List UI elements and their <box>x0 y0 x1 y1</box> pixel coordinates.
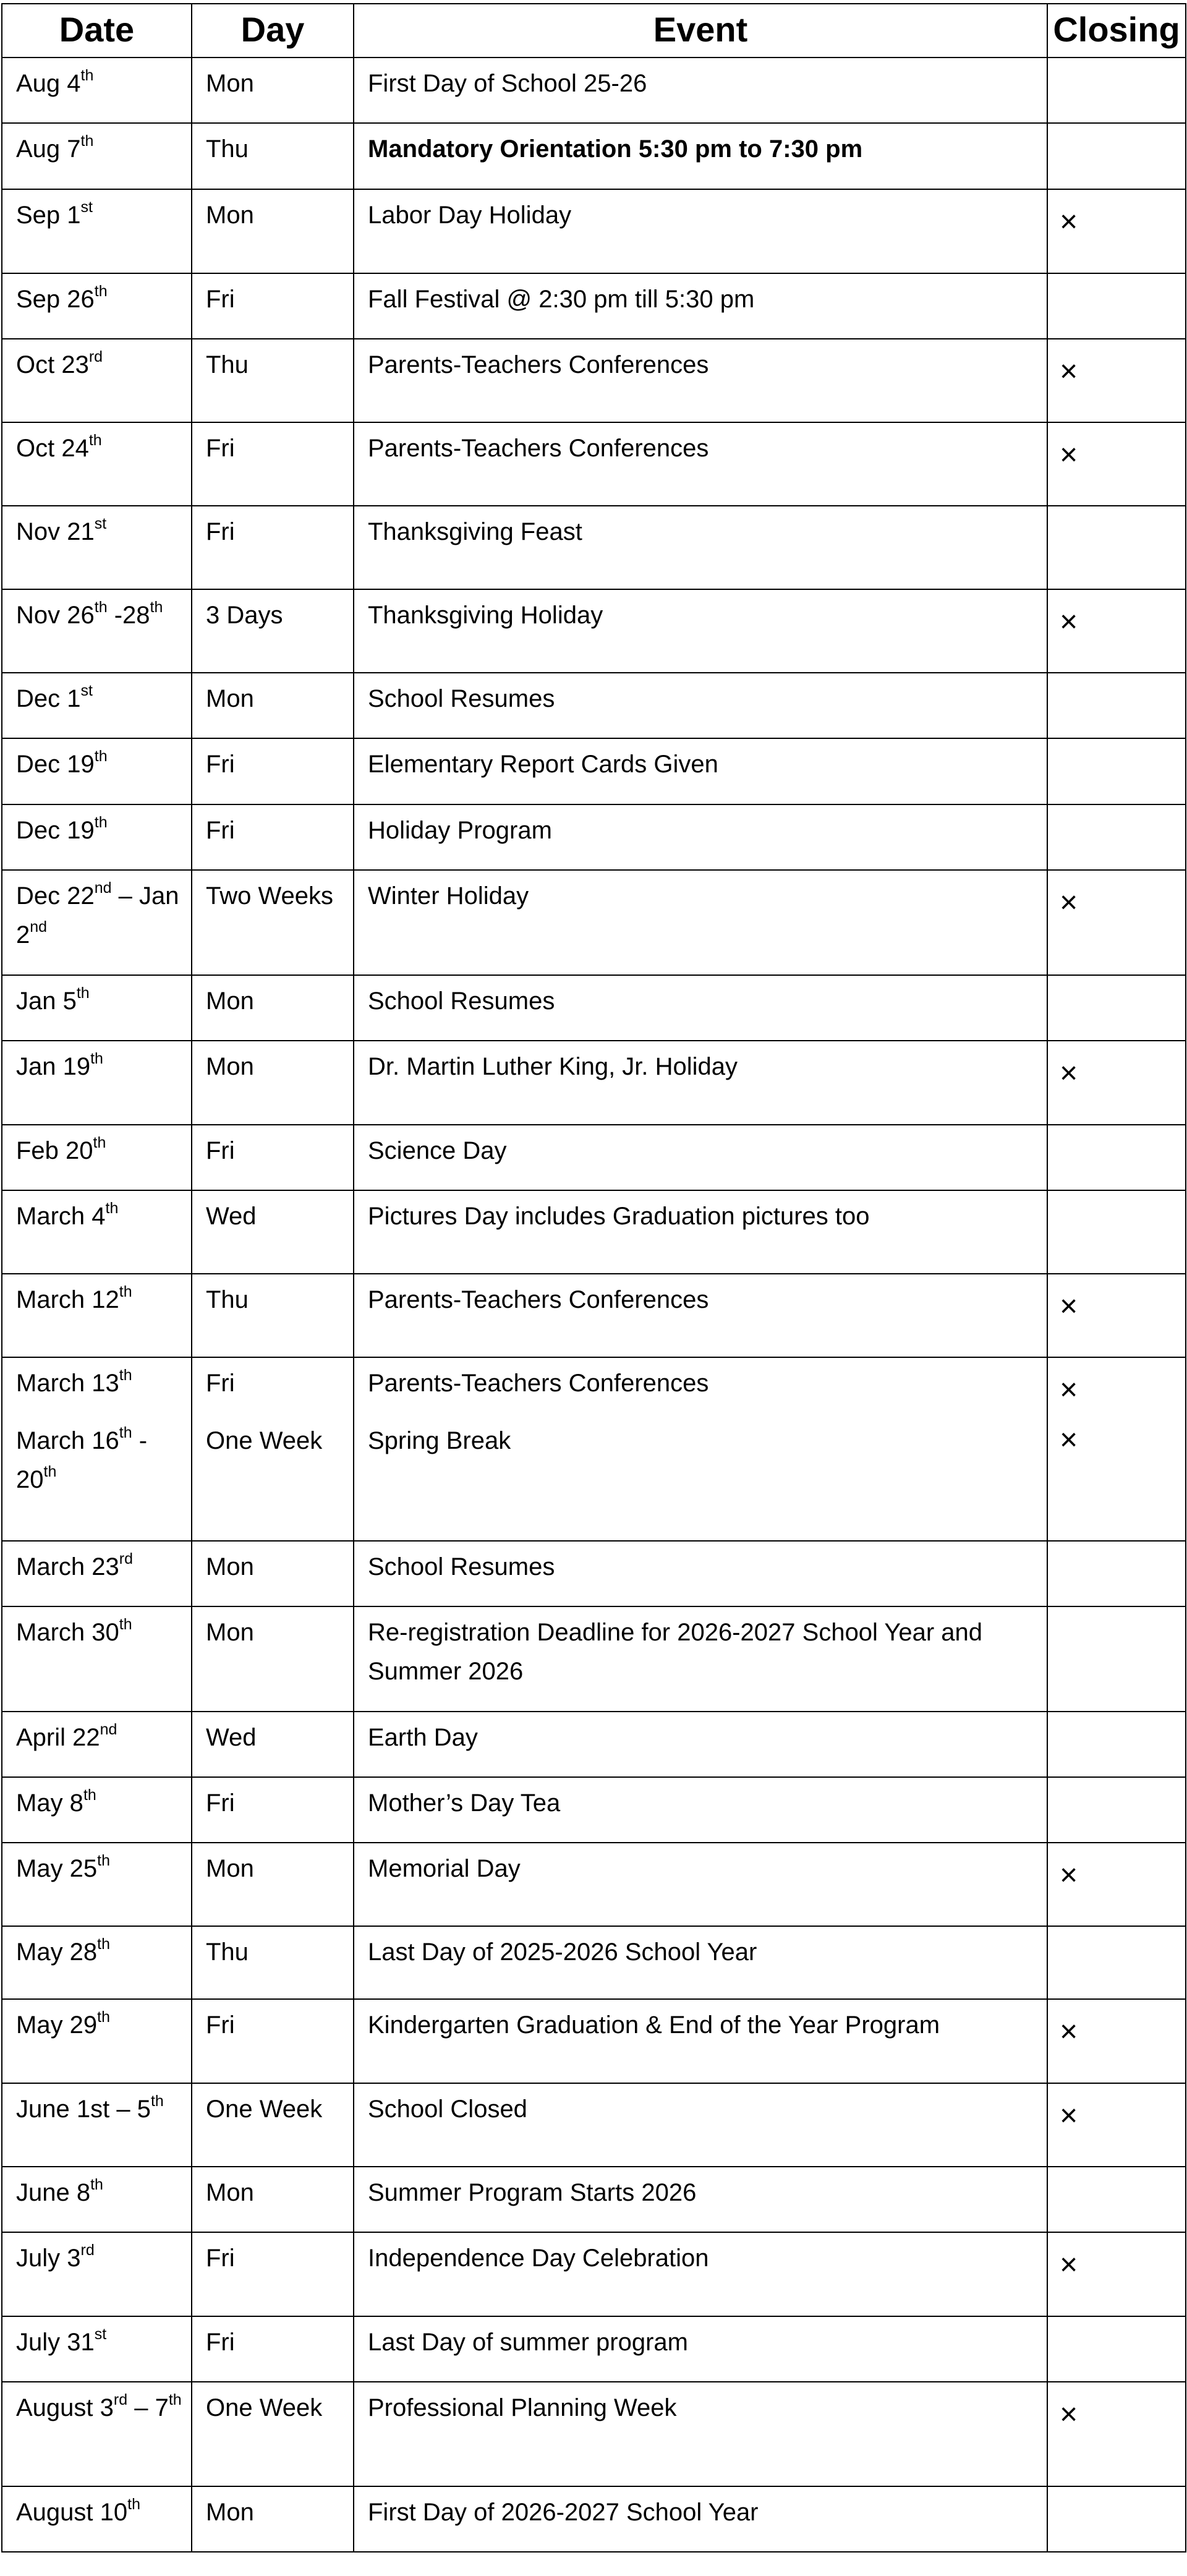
event-cell: Parents-Teachers Conferences <box>354 422 1047 506</box>
event-cell: Re-registration Deadline for 2026-2027 School Year and Summer 2026 <box>354 1606 1047 1712</box>
date-cell: May 28th <box>2 1926 192 1999</box>
day-cell: Mon <box>192 2486 354 2552</box>
date-cell: Dec 19th <box>2 738 192 804</box>
day-cell: Fri One Week <box>192 1357 354 1541</box>
table-row <box>2 2382 1186 2486</box>
event-cell: Kindergarten Graduation & End of the Year Program <box>354 1999 1047 2083</box>
day-cell: Mon <box>192 58 354 123</box>
table-row <box>2 1712 1186 1777</box>
event-cell: Parents-Teachers Conferences <box>354 339 1047 422</box>
header-closing: Closing <box>1047 4 1186 58</box>
table-row <box>2 273 1186 339</box>
table-row <box>2 2167 1186 2232</box>
closing-cell <box>1047 1125 1186 1190</box>
table-row <box>2 1041 1186 1125</box>
date-cell: March 12th <box>2 1274 192 1357</box>
table-row <box>2 804 1186 870</box>
table-row <box>2 870 1186 975</box>
day-cell: Fri <box>192 273 354 339</box>
closing-cell <box>1047 506 1186 589</box>
event-cell: Thanksgiving Feast <box>354 506 1047 589</box>
date-cell: Aug 4th <box>2 58 192 123</box>
closing-cell <box>1047 2382 1186 2486</box>
day-cell: Fri <box>192 804 354 870</box>
event-cell: School Closed <box>354 2083 1047 2167</box>
closing-cell <box>1047 1041 1186 1125</box>
table-row <box>2 2486 1186 2552</box>
date-cell: May 29th <box>2 1999 192 2083</box>
event-cell: Science Day <box>354 1125 1047 1190</box>
day-cell: Wed <box>192 1712 354 1777</box>
header-event: Event <box>354 4 1047 58</box>
day-cell: Fri <box>192 1999 354 2083</box>
event-cell: Mandatory Orientation 5:30 pm to 7:30 pm <box>354 123 1047 189</box>
day-cell: Thu <box>192 1926 354 1999</box>
date-cell: Dec 1st <box>2 673 192 738</box>
table-row <box>2 339 1186 422</box>
table-row <box>2 189 1186 273</box>
table-row <box>2 1843 1186 1926</box>
closing-cell <box>1047 975 1186 1041</box>
closing-cell <box>1047 1606 1186 1712</box>
closing-cell <box>1047 58 1186 123</box>
event-cell: Winter Holiday <box>354 870 1047 975</box>
date-cell: March 23rd <box>2 1541 192 1606</box>
school-calendar-table <box>1 3 1186 2553</box>
day-cell: Fri <box>192 422 354 506</box>
date-cell: Jan 19th <box>2 1041 192 1125</box>
closing-mark: × <box>1060 2397 1078 2431</box>
table-row <box>2 1541 1186 1606</box>
closing-cell <box>1047 2232 1186 2316</box>
event-cell: First Day of 2026-2027 School Year <box>354 2486 1047 2552</box>
day-cell: Fri <box>192 1125 354 1190</box>
date-cell: March 30th <box>2 1606 192 1712</box>
closing-cell <box>1047 738 1186 804</box>
day-cell: Mon <box>192 189 354 273</box>
table-row <box>2 589 1186 673</box>
event-cell: Pictures Day includes Graduation pictures too <box>354 1190 1047 1274</box>
table-row <box>2 738 1186 804</box>
day-cell: Fri <box>192 738 354 804</box>
closing-mark: × <box>1060 204 1078 239</box>
event-cell: Holiday Program <box>354 804 1047 870</box>
table-row <box>2 123 1186 189</box>
date-cell: April 22nd <box>2 1712 192 1777</box>
closing-mark: × <box>1060 1289 1078 1323</box>
table-row <box>2 673 1186 738</box>
table-row <box>2 422 1186 506</box>
table-row <box>2 2083 1186 2167</box>
date-cell: Sep 1st <box>2 189 192 273</box>
table-row <box>2 2316 1186 2382</box>
table-row <box>2 1125 1186 1190</box>
date-cell: July 3rd <box>2 2232 192 2316</box>
day-cell: One Week <box>192 2083 354 2167</box>
table-row <box>2 975 1186 1041</box>
date-cell: Nov 26th -28th <box>2 589 192 673</box>
table-row <box>2 58 1186 123</box>
closing-cell <box>1047 1777 1186 1843</box>
day-cell: Fri <box>192 2316 354 2382</box>
table-row <box>2 1926 1186 1999</box>
date-cell: March 4th <box>2 1190 192 1274</box>
day-cell: Fri <box>192 2232 354 2316</box>
closing-cell <box>1047 804 1186 870</box>
event-cell: Fall Festival @ 2:30 pm till 5:30 pm <box>354 273 1047 339</box>
closing-cell <box>1047 189 1186 273</box>
day-cell: Mon <box>192 1041 354 1125</box>
day-cell: Mon <box>192 975 354 1041</box>
date-cell: Oct 24th <box>2 422 192 506</box>
event-cell: Parents-Teachers Conferences <box>354 1274 1047 1357</box>
event-cell: Dr. Martin Luther King, Jr. Holiday <box>354 1041 1047 1125</box>
date-cell: March 13th March 16th - 20th <box>2 1357 192 1541</box>
closing-mark: × <box>1060 604 1078 639</box>
closing-cell <box>1047 1712 1186 1777</box>
day-cell: Mon <box>192 1541 354 1606</box>
day-cell: Two Weeks <box>192 870 354 975</box>
event-cell: Last Day of 2025-2026 School Year <box>354 1926 1047 1999</box>
date-cell: Nov 21st <box>2 506 192 589</box>
closing-cell <box>1047 1926 1186 1999</box>
date-cell: August 10th <box>2 2486 192 2552</box>
header-day: Day <box>192 4 354 58</box>
closing-mark: × <box>1060 1056 1078 1090</box>
event-cell: Professional Planning Week <box>354 2382 1047 2486</box>
closing-cell <box>1047 2486 1186 2552</box>
date-cell: Aug 7th <box>2 123 192 189</box>
date-cell: Feb 20th <box>2 1125 192 1190</box>
closing-cell <box>1047 273 1186 339</box>
event-cell: Mother’s Day Tea <box>354 1777 1047 1843</box>
table-row <box>2 2232 1186 2316</box>
date-cell: May 25th <box>2 1843 192 1926</box>
header-date: Date <box>2 4 192 58</box>
date-cell: July 31st <box>2 2316 192 2382</box>
closing-cell <box>1047 2316 1186 2382</box>
day-cell: Thu <box>192 123 354 189</box>
table-row <box>2 1999 1186 2083</box>
closing-mark: × <box>1060 1372 1078 1407</box>
event-cell: First Day of School 25-26 <box>354 58 1047 123</box>
event-cell: Labor Day Holiday <box>354 189 1047 273</box>
closing-cell <box>1047 2083 1186 2167</box>
closing-mark: × <box>1060 885 1078 919</box>
event-cell: Summer Program Starts 2026 <box>354 2167 1047 2232</box>
date-cell: August 3rd – 7th <box>2 2382 192 2486</box>
table-row <box>2 1274 1186 1357</box>
event-cell: School Resumes <box>354 673 1047 738</box>
closing-cell <box>1047 422 1186 506</box>
event-cell: Last Day of summer program <box>354 2316 1047 2382</box>
day-cell: Mon <box>192 673 354 738</box>
day-cell: Fri <box>192 1777 354 1843</box>
day-cell: Wed <box>192 1190 354 1274</box>
closing-cell <box>1047 673 1186 738</box>
day-cell: Fri <box>192 506 354 589</box>
event-cell: School Resumes <box>354 975 1047 1041</box>
closing-cell <box>1047 2167 1186 2232</box>
closing-mark: × <box>1060 1857 1078 1892</box>
day-cell: One Week <box>192 2382 354 2486</box>
closing-mark: × <box>1060 2014 1078 2049</box>
day-cell: 3 Days <box>192 589 354 673</box>
table-row <box>2 1357 1186 1541</box>
date-cell: Sep 26th <box>2 273 192 339</box>
closing-cell <box>1047 1999 1186 2083</box>
event-cell: School Resumes <box>354 1541 1047 1606</box>
header-row <box>2 4 1186 58</box>
date-cell: May 8th <box>2 1777 192 1843</box>
closing-cell <box>1047 1843 1186 1926</box>
table-row <box>2 1777 1186 1843</box>
closing-mark: × <box>1060 437 1078 472</box>
closing-cell <box>1047 123 1186 189</box>
day-cell: Thu <box>192 1274 354 1357</box>
event-cell: Independence Day Celebration <box>354 2232 1047 2316</box>
closing-cell <box>1047 1190 1186 1274</box>
day-cell: Thu <box>192 339 354 422</box>
day-cell: Mon <box>192 1843 354 1926</box>
closing-cell <box>1047 339 1186 422</box>
closing-cell <box>1047 589 1186 673</box>
event-cell: Parents-Teachers Conferences Spring Break <box>354 1357 1047 1541</box>
date-cell: Dec 22nd – Jan 2nd <box>2 870 192 975</box>
event-cell: Thanksgiving Holiday <box>354 589 1047 673</box>
closing-mark: × <box>1060 2247 1078 2282</box>
date-cell: Jan 5th <box>2 975 192 1041</box>
closing-mark: × <box>1060 1422 1078 1457</box>
table-row <box>2 506 1186 589</box>
closing-cell <box>1047 1541 1186 1606</box>
closing-cell <box>1047 1357 1186 1541</box>
day-cell: Mon <box>192 1606 354 1712</box>
day-cell: Mon <box>192 2167 354 2232</box>
date-cell: Oct 23rd <box>2 339 192 422</box>
date-cell: June 8th <box>2 2167 192 2232</box>
closing-cell <box>1047 870 1186 975</box>
event-cell: Earth Day <box>354 1712 1047 1777</box>
event-cell: Memorial Day <box>354 1843 1047 1926</box>
closing-mark: × <box>1060 354 1078 388</box>
event-cell: Elementary Report Cards Given <box>354 738 1047 804</box>
table-row <box>2 1606 1186 1712</box>
date-cell: Dec 19th <box>2 804 192 870</box>
date-cell: June 1st – 5th <box>2 2083 192 2167</box>
closing-cell <box>1047 1274 1186 1357</box>
closing-mark: × <box>1060 2098 1078 2133</box>
table-row <box>2 1190 1186 1274</box>
